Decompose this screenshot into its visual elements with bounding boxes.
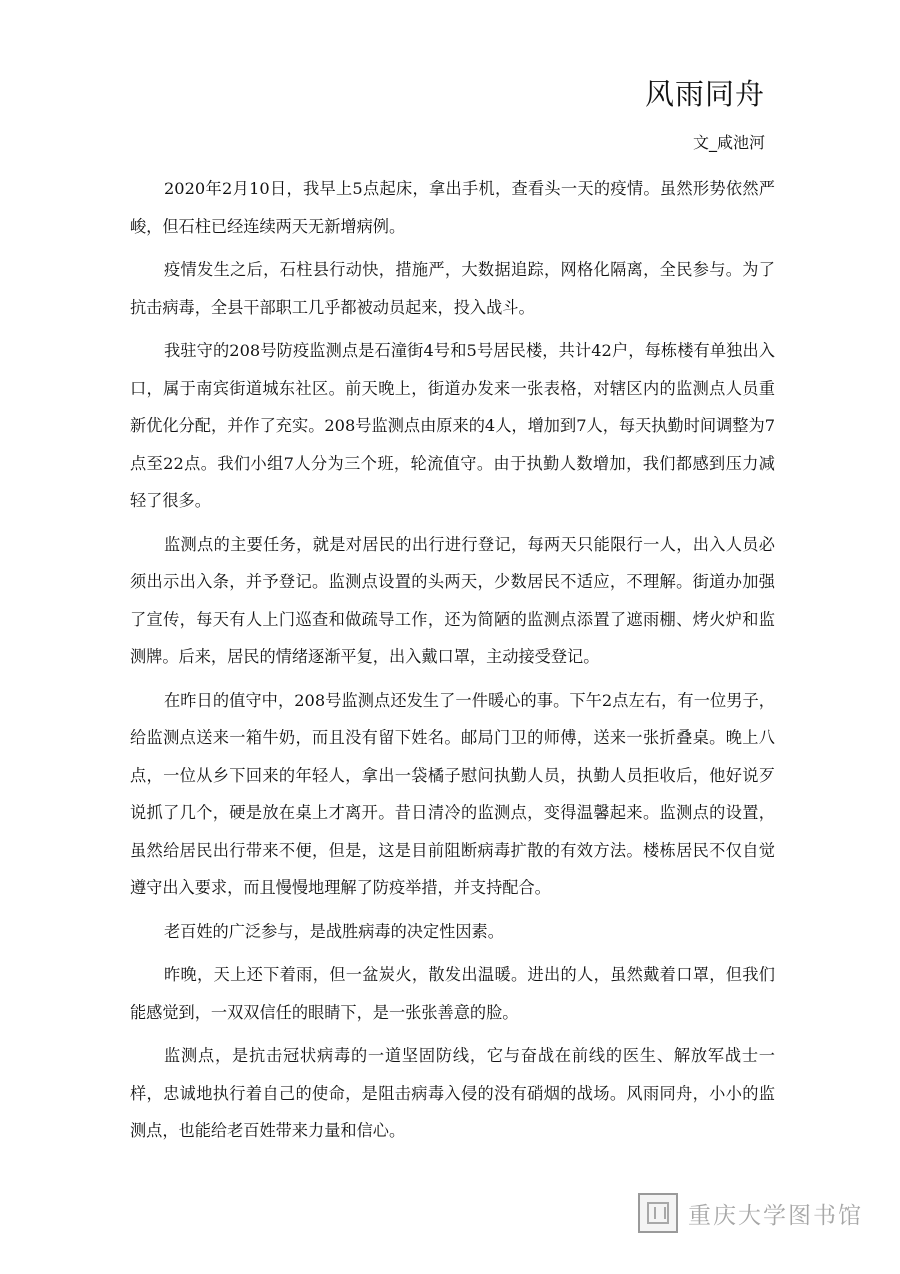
paragraph: 我驻守的208号防疫监测点是石潼街4号和5号居民楼，共计42户，每栋楼有单独出入口，属于南宾街道城东社区。前天晚上，街道办发来一张表格，对辖区内的监测点人员重新优化分配，并作了充实。208号监测点由原来的4人，增加到7人，每天执勤时间调整为7点至22点。我们小组7人分为三个班，轮流值守。由于执勤人数增加，我们都感到压力减轻了很多。 <box>130 341 775 510</box>
article-byline: 文_咸池河 <box>692 133 765 152</box>
article-title: 风雨同舟 <box>644 77 765 111</box>
paragraph: 监测点，是抗击冠状病毒的一道坚固防线，它与奋战在前线的医生、解放军战士一样，忠诚地执行着自己的使命，是阻击病毒入侵的没有硝烟的战场。风雨同舟，小小的监测点，也能给老百姓带来力量和信心。 <box>130 1046 775 1140</box>
paragraph: 2020年2月10日，我早上5点起床，拿出手机，查看头一天的疫情。虽然形势依然严峻，但石柱已经连续两天无新增病例。 <box>130 179 775 236</box>
library-watermark <box>638 1190 868 1236</box>
paragraph: 监测点的主要任务，就是对居民的出行进行登记，每两天只能限行一人，出入人员必须出示出入条，并予登记。监测点设置的头两天，少数居民不适应，不理解。街道办加强了宣传，每天有人上门巡查和做疏导工作，还为简陋的监测点添置了遮雨棚、烤火炉和监测牌。后来，居民的情绪逐渐平复，出入戴口罩，主动接受登记。 <box>130 534 775 666</box>
library-seal-icon <box>638 1193 678 1233</box>
paragraph: 疫情发生之后，石柱县行动快，措施严，大数据追踪，网格化隔离，全民参与。为了抗击病毒，全县干部职工几乎都被动员起来，投入战斗。 <box>130 260 775 317</box>
paragraph: 老百姓的广泛参与，是战胜病毒的决定性因素。 <box>164 921 504 941</box>
watermark-text: 重庆大学图书馆 <box>688 1202 863 1229</box>
paragraph: 昨晚，天上还下着雨，但一盆炭火，散发出温暖。进出的人，虽然戴着口罩，但我们能感觉到，一双双信任的眼睛下，是一张张善意的脸。 <box>130 965 775 1022</box>
article-body <box>130 170 775 1156</box>
paragraph: 在昨日的值守中，208号监测点还发生了一件暖心的事。下午2点左右，有一位男子，给监测点送来一箱牛奶，而且没有留下姓名。邮局门卫的师傅，送来一张折叠桌。晚上八点，一位从乡下回来的年轻人，拿出一袋橘子慰问执勤人员，执勤人员拒收后，他好说歹说抓了几个，硬是放在桌上才离开。昔日清冷的监测点，变得温馨起来。监测点的设置，虽然给居民出行带来不便，但是，这是目前阻断病毒扩散的有效方法。楼栋居民不仅自觉遵守出入要求，而且慢慢地理解了防疫举措，并支持配合。 <box>130 690 775 897</box>
